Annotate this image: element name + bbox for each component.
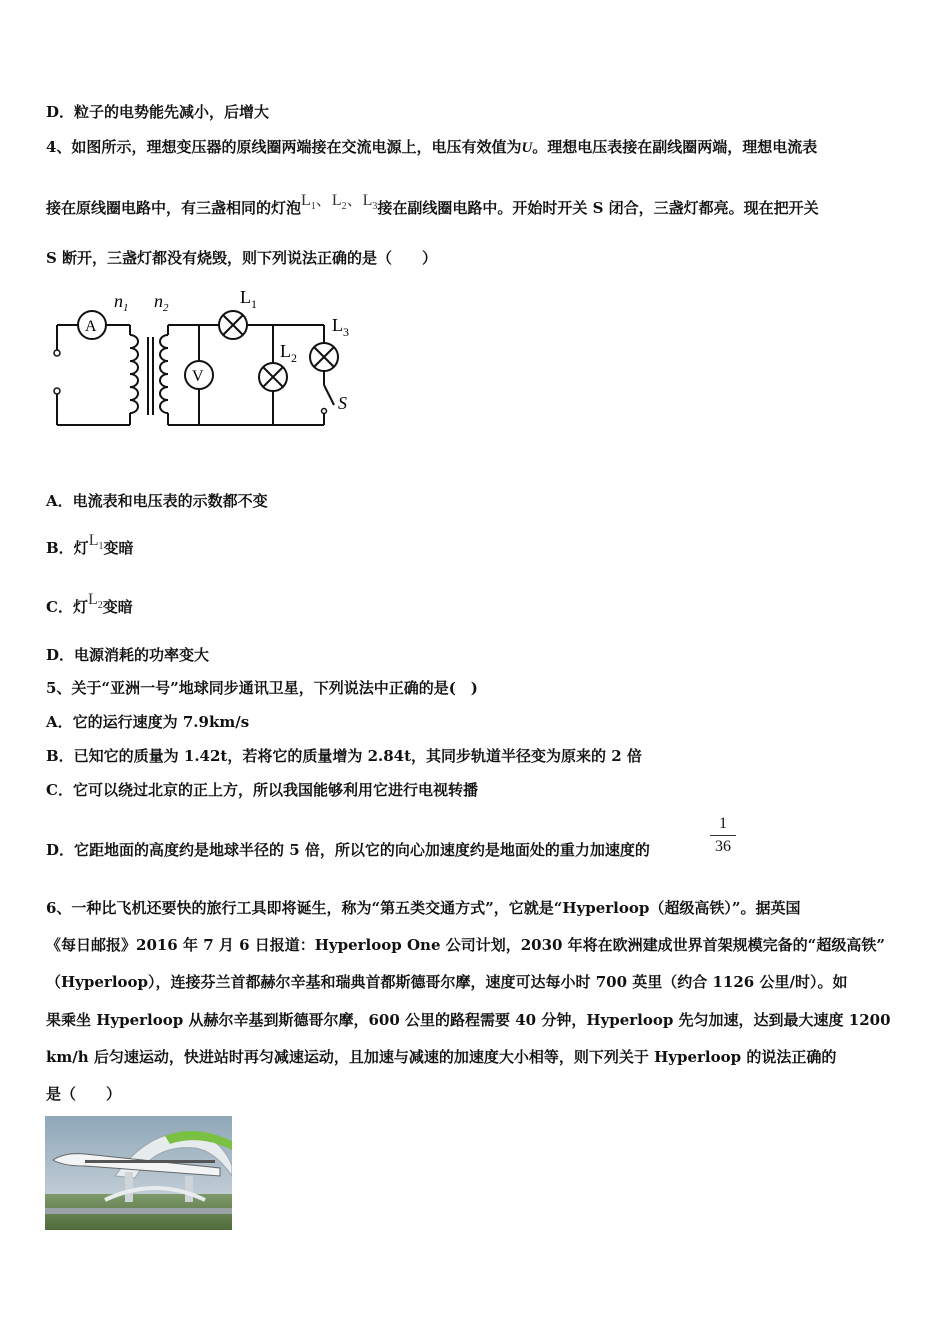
q6-stem-line6: 是（ ） <box>46 1085 122 1103</box>
q4-line1b-text: 。理想电压表接在副线圈两端，理想电流表 <box>532 138 818 156</box>
l3-label: $L_3$ <box>332 315 349 339</box>
q6-stem-line4: 果乘坐 Hyperloop 从赫尔辛基到斯德哥尔摩，600 公里的路程需要 40 分钟，Hyperloop 先匀加速，达到最大速度 1200 <box>46 1011 891 1029</box>
n1-label: $n_1$ <box>114 291 129 314</box>
q4-option-b: B．灯$L_1$变暗 <box>46 532 134 557</box>
l1-label: $L_1$ <box>240 287 257 311</box>
q5-option-a: A．它的运行速度为 7.9km/s <box>46 713 250 731</box>
q4-line1-text: 4、如图所示，理想变压器的原线圈两端接在交流电源上，电压有效值为 <box>46 138 522 156</box>
hyperloop-photo <box>45 1116 232 1230</box>
voltmeter-label: V <box>192 368 204 385</box>
q5-fraction-numerator: 1 <box>710 815 736 836</box>
q4-option-a: A．电流表和电压表的示数都不变 <box>46 492 268 510</box>
q4-voltage-symbol: U <box>521 140 533 156</box>
q4-option-b-lamp: $L_1$ <box>88 532 104 552</box>
q4-line2a-text: 接在原线圈电路中，有三盏相同的灯泡 <box>46 199 302 217</box>
q4-stem-line3: S 断开，三盏灯都没有烧毁，则下列说法正确的是（ ） <box>46 249 438 267</box>
q6-stem-line3: （Hyperloop），连接芬兰首都赫尔辛基和瑞典首都斯德哥尔摩，速度可达每小时 700 英里（约合 1126 公里/时）。如 <box>46 973 848 991</box>
q4-lamp-l1: $L_1$ <box>301 192 316 212</box>
q5-option-b: B．已知它的质量为 1.42t，若将它的质量增为 2.84t，其同步轨道半径变为原来的 2 倍 <box>46 747 642 765</box>
q4-lamp-l3: $L_3$ <box>362 192 378 212</box>
q5-stem: 5、关于“亚洲一号”地球同步通讯卫星，下列说法中正确的是( ) <box>46 679 478 697</box>
q4-sep2: 、 <box>346 192 363 209</box>
q5-fraction-denominator: 36 <box>715 838 731 855</box>
q6-stem-line5: km/h 后匀速运动，快进站时再匀减速运动，且加速与减速的加速度大小相等，则下列关于 Hyperloop 的说法正确的 <box>46 1048 837 1066</box>
q3-option-d: D．粒子的电势能先减小，后增大 <box>46 103 270 121</box>
q4-option-c-lamp: $L_2$ <box>87 591 103 611</box>
q6-stem-line1: 6、一种比飞机还要快的旅行工具即将诞生，称为“第五类交通方式”，它就是“Hyperloop（超级高铁）”。据英国 <box>46 899 801 917</box>
q6-stem-line2: 《每日邮报》2016 年 7 月 6 日报道：Hyperloop One 公司计划，2030 年将在欧洲建成世界首架规模完备的“超级高铁” <box>46 936 885 954</box>
q4-lamp-l2: $L_2$ <box>331 192 347 212</box>
q4-sep1: 、 <box>315 192 332 209</box>
q4-circuit-diagram <box>44 285 364 435</box>
q5-option-d: D．它距地面的高度约是地球半径的 5 倍，所以它的向心加速度约是地面处的重力加速度的 <box>46 841 650 859</box>
q4-stem-line2 <box>46 192 819 221</box>
switch-label: S <box>338 393 347 413</box>
q5-fraction <box>710 815 736 856</box>
q4-option-d: D．电源消耗的功率变大 <box>46 646 210 664</box>
q5-option-c: C．它可以绕过北京的正上方，所以我国能够利用它进行电视转播 <box>46 781 478 799</box>
n2-label: $n_2$ <box>154 291 169 314</box>
q4-option-c: C．灯$L_2$变暗 <box>46 591 133 616</box>
q4-stem-line1 <box>46 137 817 158</box>
q4-line2b-text: 接在副线圈电路中。开始时开关 S 闭合，三盏灯都亮。现在把开关 <box>377 199 819 217</box>
ammeter-label: A <box>85 318 97 335</box>
l2-label: $L_2$ <box>280 341 297 365</box>
